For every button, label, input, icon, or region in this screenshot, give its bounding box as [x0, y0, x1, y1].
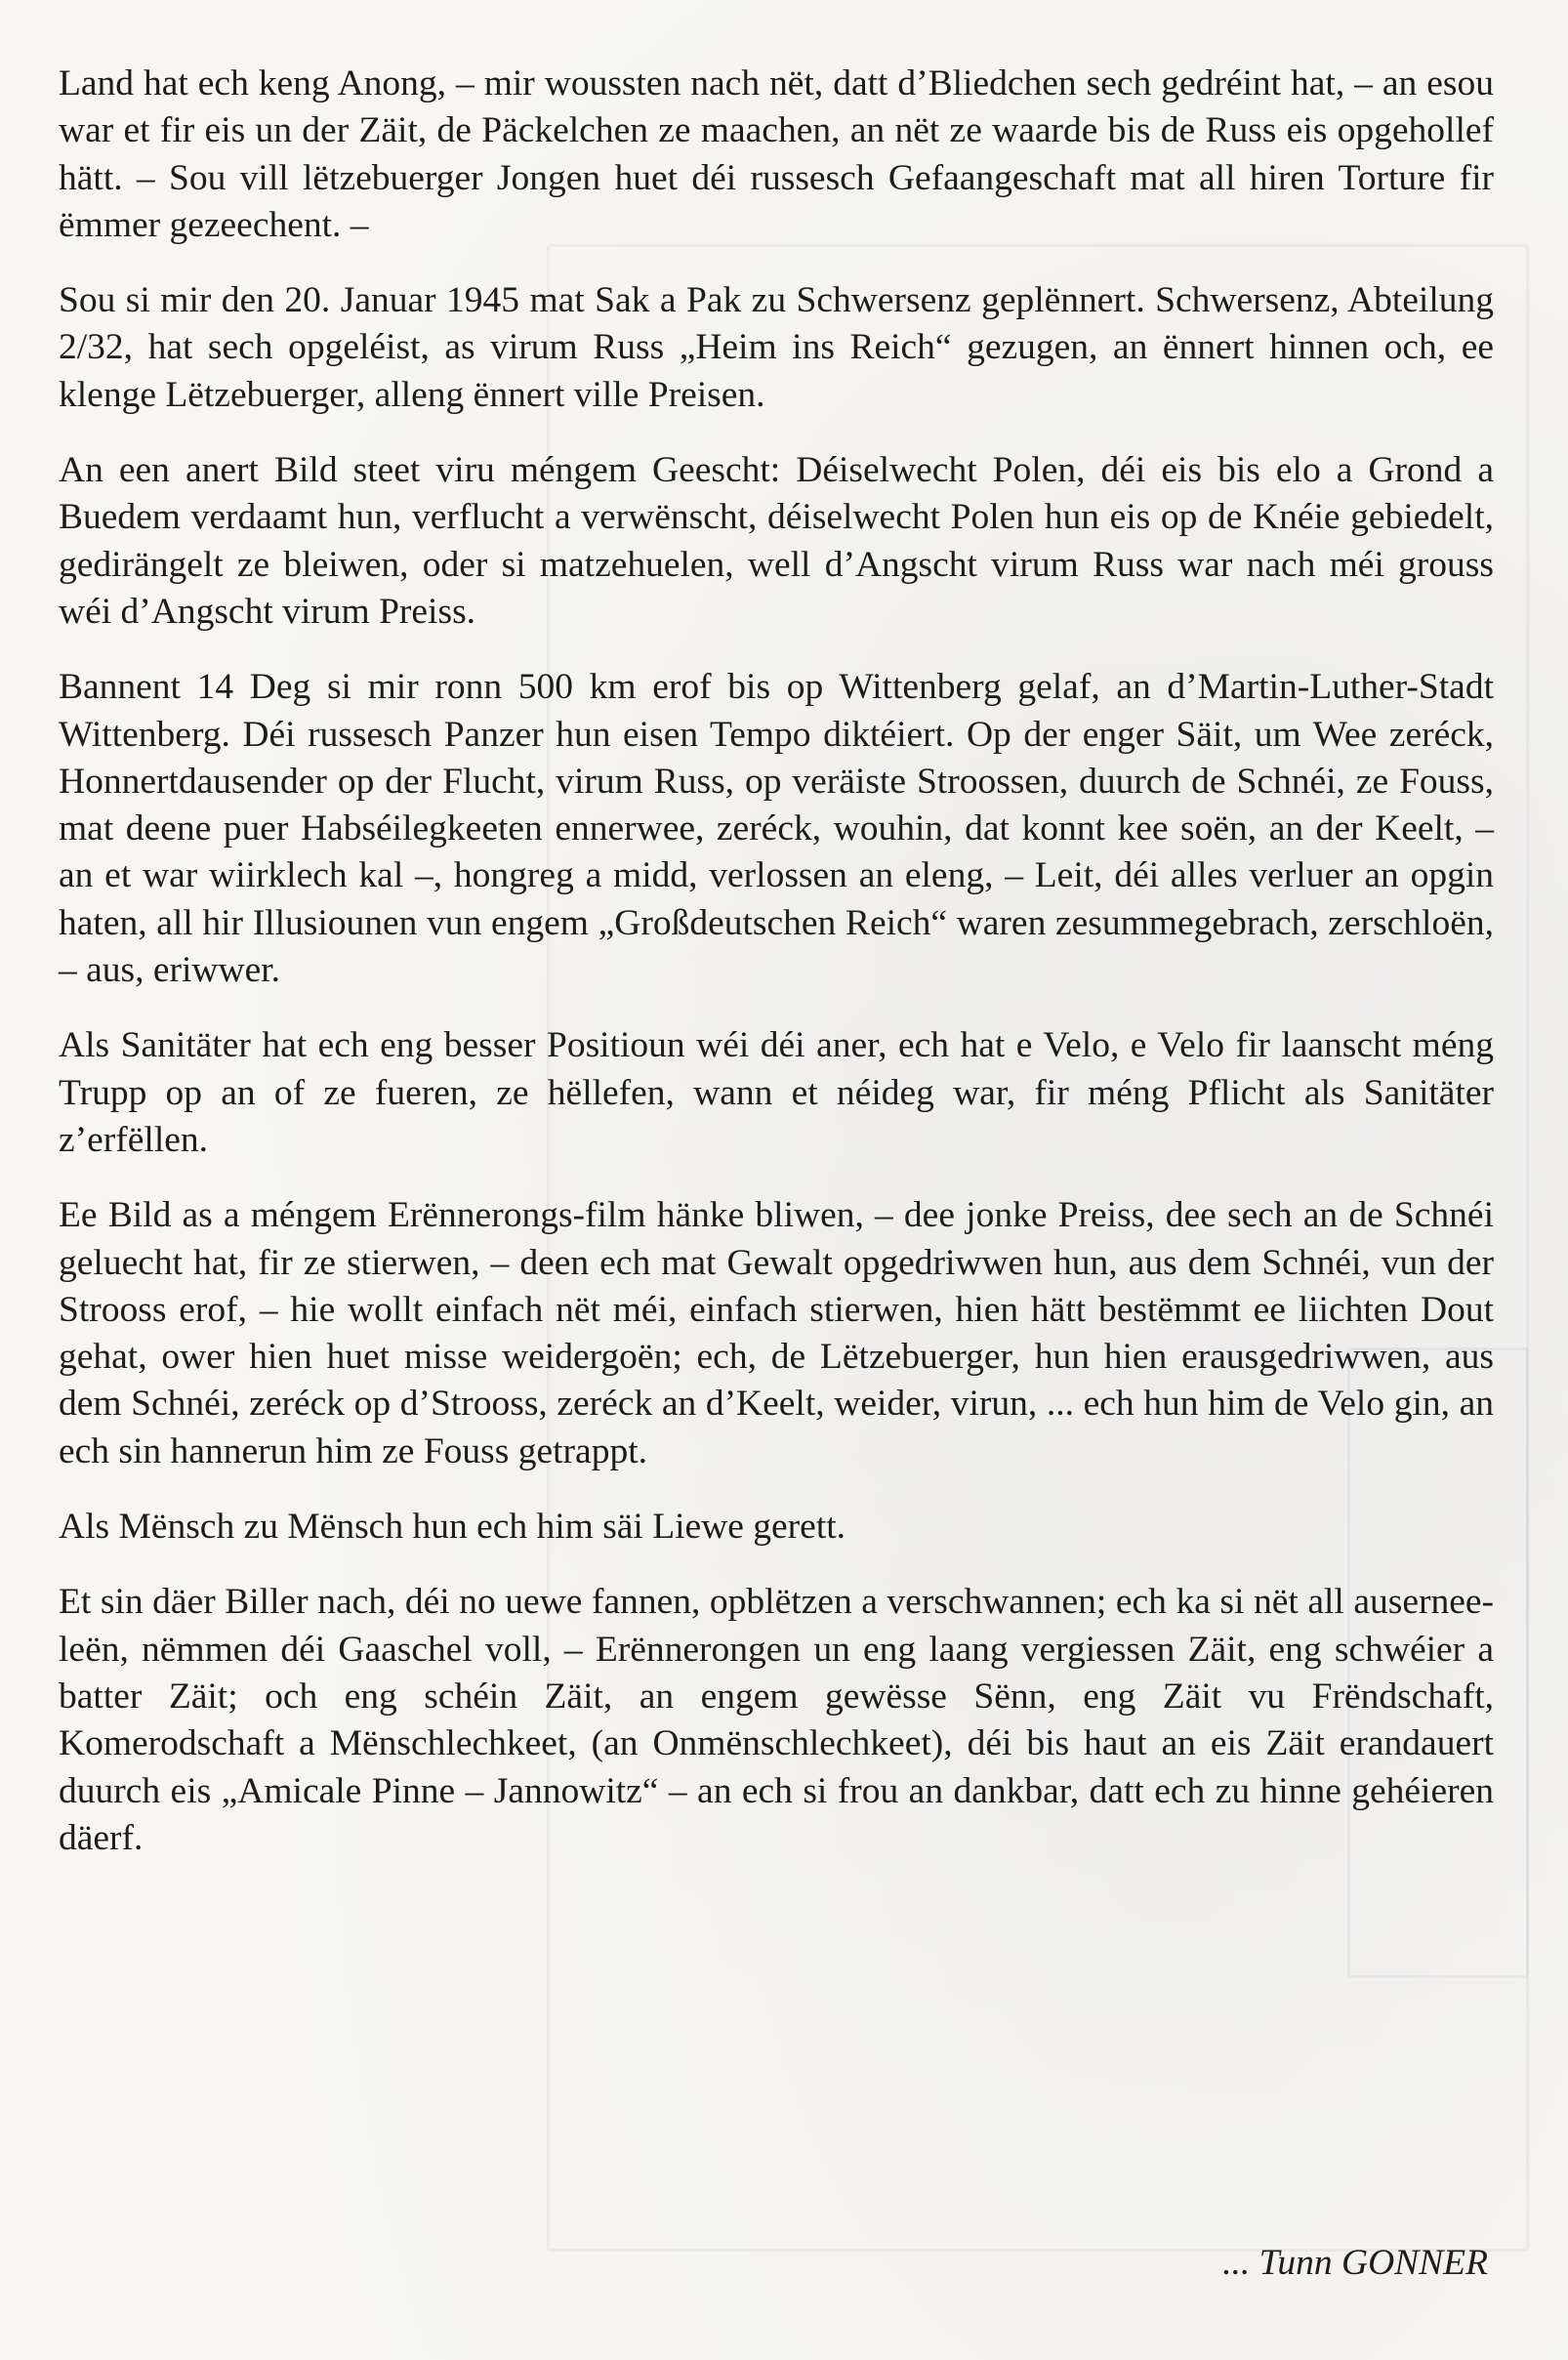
paragraph-2: Sou si mir den 20. Januar 1945 mat Sak a Pak zu Schwersenz geplënnert. Schwersenz, Abteilung 2/32, hat sech opgeléist, as virum Russ „Heim ins Reich“ gezugen, an ënnert hinnen och, ee klenge Lëtzebuerger, alleng ënnert ville Preisen. [59, 280, 1494, 415]
paragraph-1: Land hat ech keng Anong, – mir woussten nach nët, datt d’Bliedchen sech gedréint hat, – an esou war et fir eis un der Zäit, de Päckelchen ze maachen, an nët ze waarde bis de Russ eis opgehollef hätt. – Sou vill lëtzebuerger Jongen huet déi russesch Gefaangeschaft mat all hiren Torture fir ëmmer gezeechent. – [59, 63, 1494, 245]
paragraph-5: Als Sanitäter hat ech eng besser Positioun wéi déi aner, ech hat e Velo, e Velo fir laanscht méng Trupp op an of ze fueren, ze hëllefen, wann et néideg war, fir méng Pflicht als Sanitäter z’erfëllen. [59, 1025, 1494, 1160]
author-signature: ... Tunn GONNER [1222, 2243, 1488, 2283]
paragraph-4: Bannent 14 Deg si mir ronn 500 km erof bis op Wittenberg gelaf, an d’Martin-Luther-Stadt Wittenberg. Déi russesch Panzer hun eisen Tempo diktéiert. Op der enger Säit, um Wee zeréck, Honnertdausender op der Flucht, virum Russ, op veräiste Stroossen, duurch de Schnéi, ze Fouss, mat deene puer Habséilegkeeten ennerwee, zeréck, wouhin, dat konnt kee soën, an der Keelt, – an et war wiirklech kal –, hongreg a midd, verlossen an eleng, – Leit, déi alles verluer an opgin haten, all hir Illusiounen vun engem „Großdeutschen Reich“ waren zesummegebrach, zerschloën, – aus, eriwwer. [59, 667, 1494, 991]
paragraph-7: Als Mënsch zu Mënsch hun ech him säi Liewe gerett. [59, 1507, 846, 1548]
paragraph-6: Ee Bild as a méngem Erënnerongs-film hänke bliwen, – dee jonke Preiss, dee sech an de Schnéi geluecht hat, fir ze stierwen, – deen ech mat Gewalt opgedriwwen hun, aus dem Schnéi, vun der Strooss erof, – hie wollt einfach nët méi, einfach stierwen, hien hätt bestëmmt ee liichten Dout gehat, ower hien huet misse weidergoën; ech, de Lëtzebuerger, hun hien erausgedriwwen, aus dem Schnéi, zeréck op d’Strooss, zeréck an d’Keelt, weider, virun, ... ech hun him de Velo gin, an ech sin hannerun him ze Fouss getrappt. [59, 1195, 1494, 1471]
paragraph-3: An een anert Bild steet viru méngem Geescht: Déiselwecht Polen, déi eis bis elo a Grond a Buedem verdaamt hun, verflucht a verwënscht, déiselwecht Polen hun eis op de Knéie gebiedelt, gedirängelt ze bleiwen, oder si matzehuelen, well d’Angscht virum Russ war nach méi grouss wéi d’Angscht virum Preiss. [59, 450, 1494, 632]
article-body [59, 61, 1494, 1890]
paragraph-8: Et sin däer Biller nach, déi no uewe fannen, opblëtzen a verschwannen; ech ka si nët all ausernee-leën, nëmmen déi Gaaschel voll, – Erënnerongen un eng laang vergiessen Zäit, eng schwéier a batter Zäit; och eng schéin Zäit, an engem gewësse Sënn, eng Zäit vu Frëndschaft, Komerodschaft a Mënschlechkeet, (an Onmënschlechkeet), déi bis haut an eis Zäit erandauert duurch eis „Amicale Pinne – Jannowitz“ – an ech si frou an dankbar, datt ech zu hinne gehéieren däerf. [59, 1582, 1494, 1858]
